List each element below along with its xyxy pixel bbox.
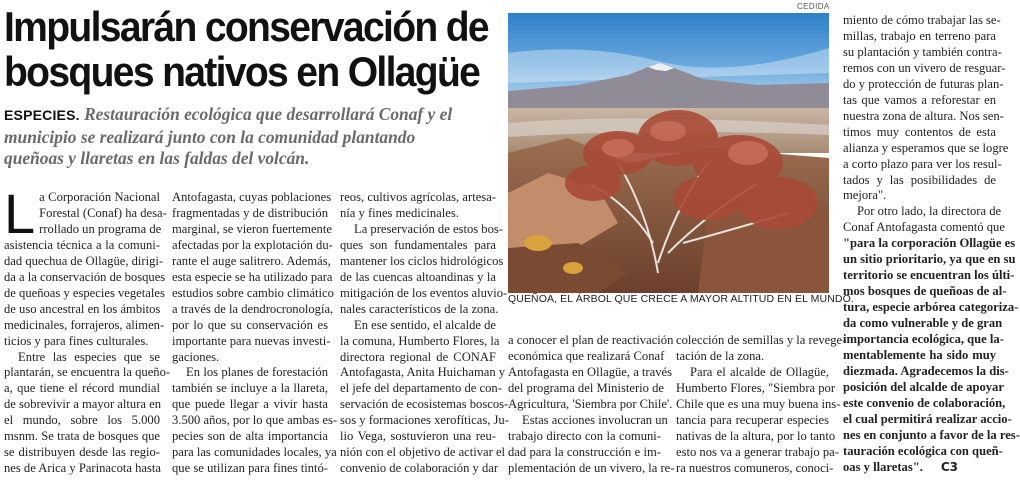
col6-line: miento de cómo trabajar las se- bbox=[843, 13, 1001, 27]
col6-line: a corto plazo para ver los resul- bbox=[843, 156, 1002, 171]
col4-line: Antofagasta en Ollagüe, a través bbox=[508, 364, 673, 379]
col3-line: ques son fundamentales para bbox=[340, 237, 496, 252]
deck bbox=[4, 104, 498, 170]
body-column-1 bbox=[4, 182, 171, 477]
col4-line: trabajo directo con la comuni- bbox=[508, 428, 661, 443]
col1-line: dad quechua de Ollagüe, dirigi- bbox=[4, 253, 164, 268]
col5-line: nativas de la altura, por lo tanto bbox=[676, 428, 836, 443]
col1-line: de uso ancestral en los ámbitos bbox=[4, 301, 161, 316]
col4-line: del programa del Ministerio de bbox=[508, 380, 664, 395]
deck-line-1: Restauración ecológica que desarrollará Conaf y el bbox=[84, 104, 453, 124]
col3-line: nales característicos de la zona. bbox=[340, 301, 499, 316]
col1-line: el mundo, sobre los 5.000 bbox=[4, 413, 160, 428]
deck-line-2: municipio se realizará junto con la comunidad plantando bbox=[4, 126, 416, 147]
col6-line: da como vulnerable y de gran bbox=[843, 316, 1003, 331]
headline bbox=[4, 3, 488, 95]
col6-line: do y protección de futuras plan- bbox=[843, 76, 1004, 91]
col5-line: tancia para recuperar especies bbox=[676, 412, 829, 427]
col1-line: a Corporación Nacional bbox=[39, 190, 160, 204]
col2-line: estudios sobre cambio climático bbox=[172, 285, 334, 300]
col6-line: remos con un vivero de resguar- bbox=[843, 60, 1006, 75]
col3-line: la comuna, Humberto Flores, la bbox=[340, 333, 500, 348]
col2-line: a través de la dendrocronología, bbox=[172, 301, 334, 316]
col2-line: que se utilizan para fines tintó- bbox=[172, 461, 328, 476]
col1-line: da a la conservación de bosques bbox=[4, 269, 166, 284]
col1-line: medicinales, forrajeros, alimen- bbox=[4, 317, 165, 332]
col3-line: convenio de colaboración y dar bbox=[340, 461, 499, 476]
col6-line: timos muy contentos de esta bbox=[843, 124, 996, 139]
col3-line: el jefe del departamento de con- bbox=[340, 381, 502, 396]
col5-line: colección de semillas y la revege- bbox=[676, 333, 847, 347]
col3-line: En ese sentido, el alcalde de bbox=[354, 317, 496, 332]
col3-line: lio Vega, sostuvieron una reu- bbox=[340, 429, 496, 444]
col2-line: también se incluye a la llareta, bbox=[172, 381, 328, 396]
col6-line: este convenio de colaboración, bbox=[843, 395, 1006, 410]
col2-line: que puede llegar a vivir hasta bbox=[172, 397, 328, 412]
col6-line: un sitio prioritario, ya que en su bbox=[843, 252, 1016, 267]
headline-line-1: Impulsarán conservación de bbox=[4, 3, 488, 50]
col4-line: económica que realizará Conaf bbox=[508, 348, 665, 363]
col5-line: esto nos va a generar trabajo pa- bbox=[676, 444, 839, 459]
deck-line-3: queñoas y llaretas en las faldas del volcán. bbox=[4, 148, 310, 168]
col1-line: asistencia técnica a la comuni- bbox=[4, 237, 160, 252]
col6-line: Por otro lado, la directora de bbox=[857, 204, 1002, 219]
col5-line: Chile que es una muy buena ins- bbox=[676, 396, 841, 411]
col6-line: tura, especie arbórea categoriza- bbox=[843, 300, 1019, 315]
col4-line: Agricultura, 'Siembra por Chile'. bbox=[508, 396, 673, 411]
col6-line: su plantación y también contra- bbox=[843, 44, 1002, 59]
col5-line: Humberto Flores, "Siembra por bbox=[676, 380, 836, 395]
col2-line: 3.500 años, por lo que ambas es- bbox=[172, 413, 338, 428]
col2-line: En los planes de forestación bbox=[186, 365, 328, 380]
col6-line: importancia ecológica, que la- bbox=[843, 332, 1004, 347]
col3-line: servación de ecosistemas boscos- bbox=[340, 397, 509, 412]
col1-line: de queñoas y especies vegetales bbox=[4, 285, 165, 300]
col1-line: se distribuyen desde las regio- bbox=[4, 445, 160, 460]
col1-line: nes de Arica y Parinacota hasta bbox=[4, 461, 162, 476]
col6-line: mejora". bbox=[843, 188, 887, 203]
col6-line: tados y las posibilidades de bbox=[843, 172, 996, 187]
col1-line: Entre las especies que se bbox=[18, 349, 160, 364]
drop-cap: L bbox=[4, 182, 36, 245]
col6-line: nuestra zona de altura. Nos sen- bbox=[843, 108, 1004, 123]
col3-line: directora regional de CONAF bbox=[340, 349, 496, 364]
body-column-6 bbox=[843, 13, 1020, 476]
col3-line: sos y formaciones xerofíticas, Ju- bbox=[340, 413, 509, 428]
col3-line: La preservación de estos bos- bbox=[354, 221, 503, 236]
col1-line: a, que tiene el récord mundial bbox=[4, 381, 160, 396]
col6-line: alianza y esperamos que se logre bbox=[843, 140, 1009, 155]
col3-line: reos, cultivos agrícolas, artesa- bbox=[340, 190, 496, 204]
section-tag: ESPECIES. bbox=[4, 107, 80, 123]
col6-line: millas, trabajo en terreno para bbox=[843, 28, 996, 43]
col6-line: territorio se encuentran los últi- bbox=[843, 268, 1015, 283]
col1-line: plantarán, se encuentra la queño- bbox=[4, 365, 171, 380]
col6-line: "para la corporación Ollagüe es bbox=[843, 236, 1016, 251]
queñoa-photo bbox=[508, 13, 829, 293]
col6-line: tas que vamos a reforestar en bbox=[843, 92, 996, 107]
col6-line: mentablemente ha sido muy bbox=[843, 348, 996, 363]
col5-line: ra nuestros comuneros, conoci- bbox=[676, 460, 834, 475]
col4-line: plementación de un vivero, la re- bbox=[508, 460, 675, 475]
col2-line: para las comunidades locales, ya bbox=[172, 445, 337, 460]
col5-line: tación de la zona. bbox=[676, 348, 765, 363]
col2-line: por lo que su conservación es bbox=[172, 317, 328, 332]
body-column-2 bbox=[172, 190, 338, 477]
col2-line: gaciones. bbox=[172, 349, 220, 364]
col5-line: Para el alcalde de Ollagüe, bbox=[690, 364, 829, 379]
col4-line: dad para la construcción e im- bbox=[508, 444, 661, 459]
body-column-5 bbox=[676, 333, 847, 477]
col2-line: rante el auge salitrero. Además, bbox=[172, 253, 331, 268]
col2-line: importante para nuevas investi- bbox=[172, 333, 331, 348]
col1-line: rrollado un programa de bbox=[39, 221, 162, 236]
col3-line: de las cuencas altoandinas y la bbox=[340, 269, 496, 284]
col6-line: nes en conjunto a favor de la res- bbox=[843, 427, 1020, 442]
col6-line: tauración ecológica con queñ- bbox=[843, 443, 1003, 458]
body-column-3 bbox=[340, 190, 509, 477]
photo-credit: CEDIDA bbox=[797, 2, 830, 11]
col1-line: Forestal (Conaf) ha desa- bbox=[39, 205, 167, 220]
col3-line: mantener los ciclos hidrológicos bbox=[340, 253, 504, 268]
end-mark-icon: C3 bbox=[940, 459, 959, 474]
col2-line: pecies son de alta importancia bbox=[172, 429, 328, 444]
col6-line: posición del alcalde de apoyar bbox=[843, 379, 1004, 394]
col1-line: ticios y para fines culturales. bbox=[4, 333, 149, 348]
headline-line-2: bosques nativos en Ollagüe bbox=[4, 48, 480, 95]
col2-line: Antofagasta, cuyas poblaciones bbox=[172, 190, 332, 204]
col4-line: Estas acciones involucran un bbox=[522, 412, 668, 427]
col2-line: fragmentadas y de distribución bbox=[172, 205, 328, 220]
col6-line: mos bosques de queñoas de al- bbox=[843, 284, 1007, 299]
col2-line: esta especie se ha utilizado para bbox=[172, 269, 333, 284]
col1-line: msnm. Se trata de bosques que bbox=[4, 429, 160, 444]
col6-line: Conaf Antofagasta comentó que bbox=[843, 220, 1005, 235]
col2-line: afectadas por la explotación du- bbox=[172, 237, 333, 252]
col6-last-line: oas y llaretas". bbox=[843, 459, 923, 474]
col6-line bbox=[843, 460, 996, 476]
body-column-4 bbox=[508, 333, 675, 477]
col4-line: a conocer el plan de reactivación bbox=[508, 333, 674, 347]
photo-caption: QUEÑOA, EL ÁRBOL QUE CRECE A MAYOR ALTITUD EN EL MUNDO. bbox=[508, 293, 854, 305]
col3-line: nía y fines medicinales. bbox=[340, 205, 459, 220]
col1-line: de sobrevivir a mayor altura en bbox=[4, 397, 162, 412]
col3-line: nión con el objetivo de activar el bbox=[340, 445, 506, 460]
col2-line: marginal, se vieron fuertemente bbox=[172, 221, 332, 236]
col3-line: mitigación de los eventos aluvio- bbox=[340, 285, 508, 300]
col3-line: Antofagasta, Anita Huichaman y bbox=[340, 365, 506, 380]
col6-line: diezmada. Agradecemos la dis- bbox=[843, 363, 1009, 378]
col6-line: el cual permitirá realizar accio- bbox=[843, 411, 1012, 426]
